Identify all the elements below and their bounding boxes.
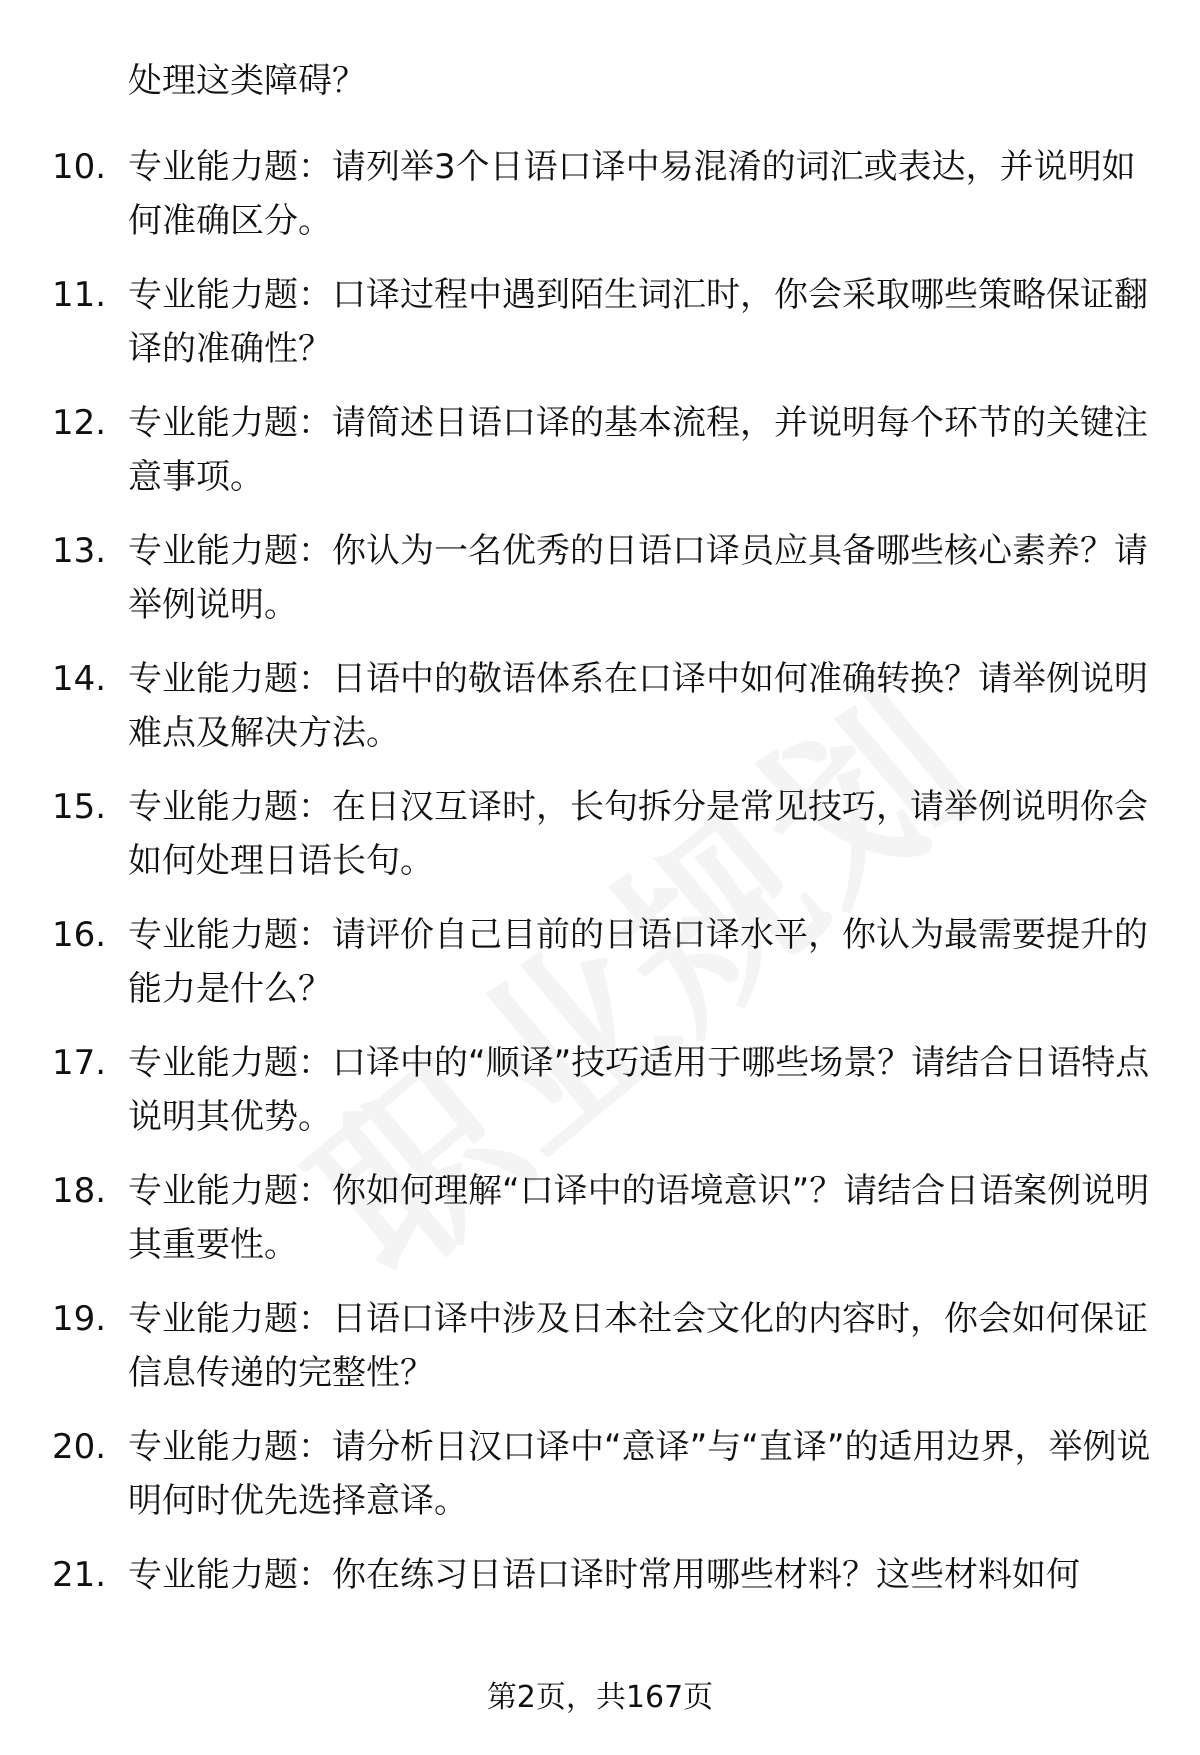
list-item [0, 652, 1200, 780]
item-text: 专业能力题：请分析日汉口译中“意译”与“直译”的适用边界，举例说明何时优先选择意译。 [128, 1427, 1151, 1521]
list-item [0, 780, 1200, 908]
list-item [0, 268, 1200, 396]
item-text: 专业能力题：你认为一名优秀的日语口译员应具备哪些核心素养？请举例说明。 [128, 531, 1148, 625]
item-text: 专业能力题：在日汉互译时，长句拆分是常见技巧，请举例说明你会如何处理日语长句。 [128, 787, 1148, 881]
item-number: 13. [52, 531, 107, 571]
item-text: 专业能力题：日语口译中涉及日本社会文化的内容时，你会如何保证信息传递的完整性？ [128, 1299, 1148, 1393]
page-number: 第2页，共167页 [486, 1680, 714, 1715]
item-text: 专业能力题：请评价自己目前的日语口译水平，你认为最需要提升的能力是什么？ [128, 915, 1148, 1009]
item-text: 专业能力题：请简述日语口译的基本流程，并说明每个环节的关键注意事项。 [128, 403, 1148, 497]
item-number: 20. [52, 1427, 107, 1467]
item-number: 16. [52, 915, 107, 955]
item-number: 11. [52, 275, 107, 315]
list-item [0, 1548, 1200, 1676]
list-item [0, 396, 1200, 524]
list-item [0, 140, 1200, 268]
item-number: 19. [52, 1299, 107, 1339]
item-number: 15. [52, 787, 107, 827]
list-item [0, 524, 1200, 652]
list-item [0, 1036, 1200, 1164]
list-item [0, 1164, 1200, 1292]
item-number: 10. [52, 147, 107, 187]
question-list [0, 140, 1200, 1676]
continued-text: 处理这类障碍？ [128, 61, 366, 101]
item-number: 21. [52, 1555, 107, 1595]
item-number: 14. [52, 659, 107, 699]
item-text: 专业能力题：你如何理解“口译中的语境意识”？请结合日语案例说明其重要性。 [128, 1171, 1150, 1265]
list-item [0, 1420, 1200, 1548]
item-text: 专业能力题：日语中的敬语体系在口译中如何准确转换？请举例说明难点及解决方法。 [128, 659, 1148, 753]
list-item [0, 1292, 1200, 1420]
item-text: 专业能力题：请列举3个日语口译中易混淆的词汇或表达，并说明如何准确区分。 [128, 147, 1136, 241]
item-text: 专业能力题：口译过程中遇到陌生词汇时，你会采取哪些策略保证翻译的准确性？ [128, 275, 1148, 369]
item-number: 18. [52, 1171, 107, 1211]
item-number: 17. [52, 1043, 107, 1083]
item-number: 12. [52, 403, 107, 443]
item-text: 专业能力题：你在练习日语口译时常用哪些材料？这些材料如何 [128, 1555, 1080, 1595]
list-item [0, 908, 1200, 1036]
item-text: 专业能力题：口译中的“顺译”技巧适用于哪些场景？请结合日语特点说明其优势。 [128, 1043, 1150, 1137]
